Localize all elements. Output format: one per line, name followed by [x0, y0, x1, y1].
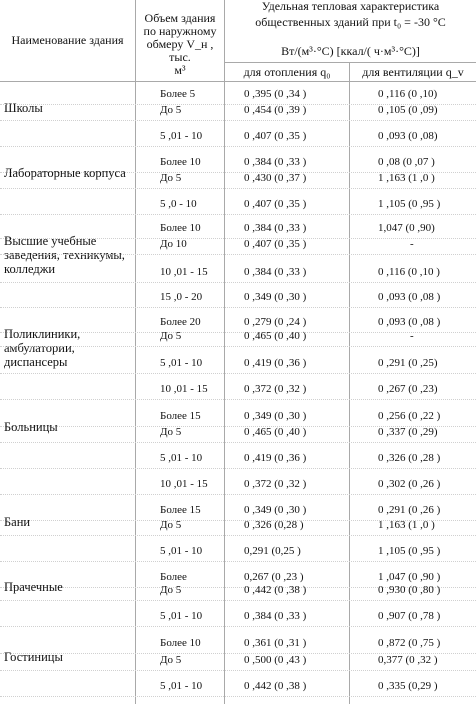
volume-cell: До 5	[160, 426, 182, 438]
volume-cell: Более 10	[160, 156, 201, 168]
row-separator	[0, 282, 476, 284]
header-volume	[136, 12, 224, 77]
heating-cell: 0 ,384 (0 ,33 )	[244, 222, 307, 234]
row-separator	[0, 561, 476, 563]
ventilation-cell: 0 ,08 (0 ,07 )	[378, 156, 435, 168]
heating-cell: 0 ,372 (0 ,32 )	[244, 383, 307, 395]
volume-cell: До 10	[160, 238, 187, 250]
row-separator	[0, 535, 476, 537]
heating-cell: 0 ,326 (0,28 )	[244, 519, 304, 531]
volume-cell: До 5	[160, 330, 182, 342]
building-name: Поликлиники, амбулатории, диспансеры	[4, 327, 81, 369]
heating-cell: 0 ,500 (0 ,43 )	[244, 654, 307, 666]
row-separator	[0, 696, 476, 698]
volume-cell: Более	[160, 571, 187, 583]
building-name: Бани	[4, 515, 31, 529]
volume-cell: До 5	[160, 104, 182, 116]
header-volume-line-1: Объем здания	[144, 11, 216, 25]
row-separator	[0, 214, 476, 216]
ventilation-cell: 1 ,047 (0 ,90 )	[378, 571, 441, 583]
heating-cell: 0 ,465 (0 ,40 )	[244, 426, 307, 438]
header-heating: для отопления q₀	[243, 65, 331, 79]
ventilation-cell: 0 ,093 (0 ,08 )	[378, 291, 441, 303]
ventilation-cell: 0 ,256 (0 ,22 )	[378, 410, 441, 422]
ventilation-cell: 0 ,116 (0 ,10)	[378, 88, 438, 100]
row-separator	[0, 346, 476, 348]
ventilation-cell: -	[410, 238, 414, 250]
volume-cell: Более 15	[160, 504, 201, 516]
heating-cell: 0 ,430 (0 ,37 )	[244, 172, 307, 184]
heating-cell: 0 ,384 (0 ,33 )	[244, 610, 307, 622]
volume-cell: 15 ,0 - 20	[160, 291, 203, 303]
ventilation-cell: 0 ,093 (0 ,08)	[378, 130, 438, 142]
ventilation-cell: 0 ,907 (0 ,78 )	[378, 610, 441, 622]
heating-cell: 0 ,361 (0 ,31 )	[244, 637, 307, 649]
heating-cell: 0 ,465 (0 ,40 )	[244, 330, 307, 342]
volume-cell: Более 10	[160, 637, 201, 649]
ventilation-cell: 0 ,267 (0 ,23)	[378, 383, 438, 395]
building-name: Гостиницы	[4, 650, 63, 664]
ventilation-cell: 0 ,326 (0 ,28 )	[378, 452, 441, 464]
header-bottom-line	[0, 81, 476, 82]
row-separator	[0, 188, 476, 190]
volume-cell: 5 ,01 - 10	[160, 130, 203, 142]
building-name: Больницы	[4, 420, 58, 434]
heating-cell: 0 ,442 (0 ,38 )	[244, 680, 307, 692]
volume-cell: 5 ,01 - 10	[160, 610, 203, 622]
header-volume-line-2: по наружному	[143, 24, 217, 38]
ventilation-cell: 0 ,302 (0 ,26 )	[378, 478, 441, 490]
header-name: Наименование здания	[11, 33, 124, 47]
volume-cell: 10 ,01 - 15	[160, 266, 208, 278]
ventilation-cell: 0 ,335 (0,29 )	[378, 680, 438, 692]
ventilation-cell: 0 ,291 (0 ,26 )	[378, 504, 441, 516]
row-separator	[0, 399, 476, 401]
heating-cell: 0 ,372 (0 ,32 )	[244, 478, 307, 490]
ventilation-cell: -	[410, 330, 414, 342]
ventilation-cell: 1 ,163 (1 ,0 )	[378, 519, 435, 531]
volume-cell: До 5	[160, 584, 182, 596]
heating-cell: 0 ,349 (0 ,30 )	[244, 410, 307, 422]
volume-cell: 10 ,01 - 15	[160, 478, 208, 490]
header-ventilation: для вентиляции q_v	[362, 65, 464, 79]
ventilation-cell: 1 ,105 (0 ,95 )	[378, 198, 441, 210]
heating-cell: 0 ,419 (0 ,36 )	[244, 452, 307, 464]
row-separator	[0, 373, 476, 375]
heating-cell: 0 ,407 (0 ,35 )	[244, 198, 307, 210]
volume-cell: 5 ,01 - 10	[160, 357, 203, 369]
heating-cell: 0 ,349 (0 ,30 )	[244, 504, 307, 516]
heating-cell: 0 ,454 (0 ,39 )	[244, 104, 307, 116]
column-divider-3	[349, 62, 350, 704]
header-volume-line-3: обмеру V_н , тыс.	[146, 37, 214, 64]
row-separator	[0, 600, 476, 602]
ventilation-cell: 0 ,337 (0 ,29)	[378, 426, 438, 438]
header-divider-units	[224, 62, 476, 63]
heating-cell: 0 ,407 (0 ,35 )	[244, 130, 307, 142]
heating-cell: 0 ,279 (0 ,24 )	[244, 316, 307, 328]
header-units: Вт/(м³·°С) [ккал/( ч·м³·°С)]	[281, 44, 420, 58]
ventilation-cell: 1 ,163 (1 ,0 )	[378, 172, 435, 184]
row-separator	[0, 442, 476, 444]
ventilation-cell: 0 ,930 (0 ,80 )	[378, 584, 441, 596]
ventilation-cell: 0 ,105 (0 ,09)	[378, 104, 438, 116]
row-separator	[0, 146, 476, 148]
volume-cell: Более 5	[160, 88, 196, 100]
volume-cell: Более 10	[160, 222, 201, 234]
heating-cell: 0,267 (0 ,23 )	[244, 571, 304, 583]
ventilation-cell: 0,377 (0 ,32 )	[378, 654, 438, 666]
ventilation-cell: 0 ,093 (0 ,08 )	[378, 316, 441, 328]
header-characteristic-line-2: общественных зданий при t₀ = -30 °С	[255, 15, 446, 29]
row-separator	[0, 626, 476, 628]
ventilation-cell: 0 ,872 (0 ,75 )	[378, 637, 441, 649]
ventilation-cell: 0 ,116 (0 ,10 )	[378, 266, 440, 278]
ventilation-cell: 1,047 (0 ,90)	[378, 222, 435, 234]
volume-cell: 5 ,01 - 10	[160, 452, 203, 464]
volume-cell: 5 ,01 - 10	[160, 680, 203, 692]
building-name: Школы	[4, 101, 43, 115]
heating-cell: 0 ,419 (0 ,36 )	[244, 357, 307, 369]
row-separator	[0, 254, 476, 256]
header-characteristic	[225, 0, 476, 29]
heating-cell: 0 ,349 (0 ,30 )	[244, 291, 307, 303]
heating-cell: 0 ,407 (0 ,35 )	[244, 238, 307, 250]
volume-cell: До 5	[160, 172, 182, 184]
row-separator	[0, 494, 476, 496]
heating-cell: 0,291 (0,25 )	[244, 545, 301, 557]
heating-cell: 0 ,384 (0 ,33 )	[244, 156, 307, 168]
volume-cell: Более 20	[160, 316, 201, 328]
header-volume-line-4: м³	[174, 63, 186, 77]
volume-cell: 10 ,01 - 15	[160, 383, 208, 395]
row-separator	[0, 307, 476, 309]
volume-cell: До 5	[160, 519, 182, 531]
volume-cell: 5 ,0 - 10	[160, 198, 197, 210]
volume-cell: До 5	[160, 654, 182, 666]
ventilation-cell: 0 ,291 (0 ,25)	[378, 357, 438, 369]
building-name: Высшие учебные заведения, техникумы, колледжи	[4, 234, 125, 276]
ventilation-cell: 1 ,105 (0 ,95 )	[378, 545, 441, 557]
building-name: Лабораторные корпуса	[4, 166, 126, 180]
row-separator	[0, 120, 476, 122]
volume-cell: Более 15	[160, 410, 201, 422]
heating-cell: 0 ,384 (0 ,33 )	[244, 266, 307, 278]
header-characteristic-line-1: Удельная тепловая характеристика	[261, 0, 440, 13]
building-name: Прачечные	[4, 580, 63, 594]
row-separator	[0, 670, 476, 672]
volume-cell: 5 ,01 - 10	[160, 545, 203, 557]
row-separator	[0, 468, 476, 470]
heating-cell: 0 ,442 (0 ,38 )	[244, 584, 307, 596]
heating-cell: 0 ,395 (0 ,34 )	[244, 88, 307, 100]
